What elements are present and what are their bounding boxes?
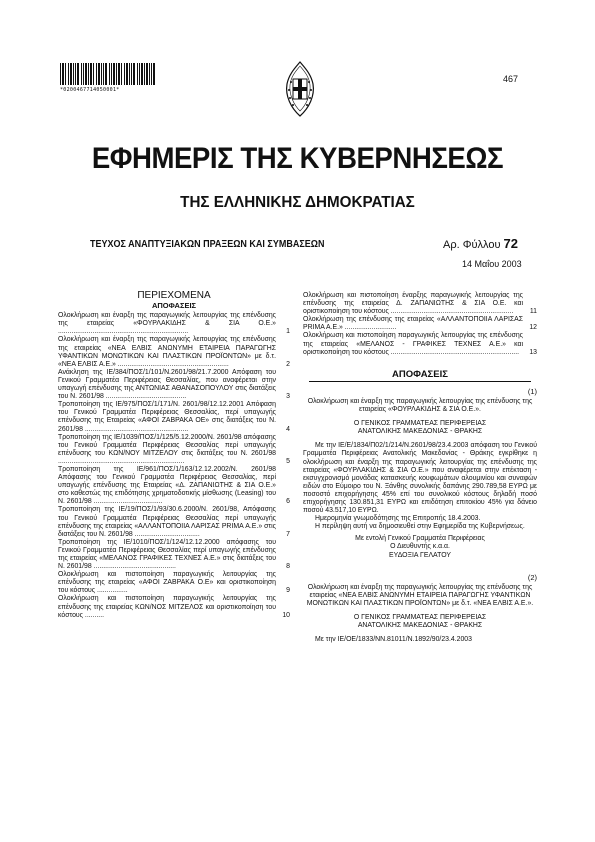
contents-entry-text: Ολοκλήρωση και πιστοποίηση παραγωγικής λειτουργίας της επένδυσης της εταιρείας ΚΩΝ/ΝΟΣ ΜΙΤΖΕΛΟΣ και οριστικοποίηση του κόστους ..........	[58, 595, 276, 619]
decision-title: Ολοκλήρωση και έναρξη της παραγωγικής λειτουργίας της επένδυσης της εταιρείας «ΝΕΑ ΕΛΒΙΣ ΑΝΩΝΥΜΗ ΕΤΑΙΡΕΙΑ ΠΑΡΑΓΩΓΗΣ ΥΦΑΝΤΙΚΩΝ ΜΟΝΩΤΙΚΩΝ ΚΑΙ ΠΛΑΣΤΙΚΩΝ ΠΡΟΪΟΝΤΩΝ» με δ.τ. «ΝΕΑ ΕΛΒΙΣ Α.Ε.».	[306, 583, 534, 607]
gazette-subtitle: ΤΗΣ ΕΛΛΗΝΙΚΗΣ ΔΗΜΟΚΡΑΤΙΑΣ	[180, 194, 415, 211]
contents-entry[interactable]	[58, 434, 290, 466]
contents-entry[interactable]	[303, 292, 537, 316]
decision-body: Με την ΙΕ/ΟΕ/1833/ΝΝ.81011/Ν.1892/90/23.4.2003	[315, 636, 472, 644]
contents-entry-text: Τροποποίηση της ΙΕ/975/ΠΟΣ/1/171/Ν. 2601/98/12.12.2001 Απόφαση του Γενικού Γραμματέα Περιφέρειας Θεσσαλίας, περί υπαγωγής επένδυσης της Εταιρείας «ΑΦΟΙ ΖΑΒΡΑΚΑ ΟΕ» στις διατάξεις του Ν. 2601/98 ......................................................	[58, 401, 276, 433]
contents-entry-text: Ολοκλήρωση και πιστοποίηση παραγωγικής λειτουργίας της επένδυσης της εταιρείας «ΑΦΟΙ ΖΑΒΡΑΚΑ Ο.Ε» και οριστικοποίηση του κόστους ................	[58, 571, 276, 595]
contents-entry-page: 12	[529, 324, 537, 332]
barcode-image	[60, 63, 155, 85]
decisions-divider	[309, 381, 531, 382]
authority-line: ΑΝΑΤΟΛΙΚΗΣ ΜΑΚΕΔΟΝΙΑΣ - ΘΡΑΚΗΣ	[357, 622, 483, 630]
authority-line: Ο ΓΕΝΙΚΟΣ ΓΡΑΜΜΑΤΕΑΣ ΠΕΡΙΦΕΡΕΙΑΣ	[353, 420, 487, 428]
contents-entry-text: Ολοκλήρωση και έναρξη της παραγωγικής λειτουργίας της επένδυσης της εταιρείας «ΝΕΑ ΕΛΒΙΣ ΑΝΩΝΥΜΗ ΕΤΑΙΡΕΙΑ ΠΑΡΑΓΩΓΗΣ ΥΦΑΝΤΙΚΩΝ ΜΟΝΩΤΙΚΩΝ ΚΑΙ ΠΛΑΣΤΙΚΩΝ ΠΡΟΪΟΝΤΩΝ» με δ.τ. «ΝΕΑ ΕΛΒΙΣ Α.Ε.» ..........................................................	[58, 336, 276, 368]
signature-line: ΕΥΔΟΞΙΑ ΓΕΛΑΤΟΥ	[389, 551, 451, 559]
contents-entry-page: 1	[286, 328, 290, 336]
contents-entry-page: 5	[286, 457, 290, 465]
contents-entry-text: Ολοκλήρωση και πιστοποίηση παραγωγικής λειτουργίας της επένδυσης της εταιρείας «ΜΕΛΑΝΟΣ - ΓΡΑΦΙΚΕΣ ΤΕΧΝΕΣ Α.Ε.» και οριστικοποίηση του κόστους ...................................................................	[303, 332, 523, 356]
contents-entry-page: 9	[286, 587, 290, 595]
contents-entry[interactable]	[58, 401, 290, 433]
issue-label: Αρ. Φύλλου	[443, 239, 501, 251]
decision-authority	[303, 614, 537, 630]
contents-entry-text: Ολοκλήρωση και πιστοποίηση έναρξης παραγωγικής λειτουργίας της επένδυσης της εταιρείας Δ. ΖΑΠΑΝΙΩΤΗΣ & ΣΙΑ Ο.Ε. και οριστικοποίηση του κόστους ................................................................	[303, 292, 523, 316]
signature-line: Ο Διευθυντής κ.α.α.	[390, 543, 450, 551]
contents-entry[interactable]	[303, 316, 537, 332]
contents-entry[interactable]	[58, 595, 290, 619]
contents-entry-text: Τροποποίηση της ΙΕ/1010/ΠΟΣ/1/124/12.12.2000 απόφασης του Γενικού Γραμματέα Περιφέρειας Θεσσαλίας περί υπαγωγής επένδυσης της εταιρείας «ΜΕΛΑΝΟΣ ΓΡΑΦΙΚΕΣ ΤΕΧΝΕΣ Α.Ε.» στις διατάξεις του Ν. 2601/98 ...........................................	[58, 538, 276, 571]
contents-entry-text: Τροποποίηση της ΙΕ/19/ΠΟΣ/1/93/30.6.2000/Ν. 2601/98, Απόφασης του Γενικού Γραμματέα Περιφέρειας Θεσσαλίας περί υπαγωγής επένδυσης της εταιρείας «ΑΛΛΑΝΤΟΠΟΙΙΑ ΛΑΡΙΣΑΣ PRIMA Α.Ε.» στις διατάξεις του Ν. 2601/98 ..................................	[58, 506, 276, 538]
contents-entry-page: 2	[286, 360, 290, 368]
contents-entry-page: 4	[286, 425, 290, 433]
contents-entry-page: 3	[286, 393, 290, 401]
contents-entry-page: 10	[282, 611, 290, 619]
decision-body: Ημερομηνία γνωμοδότησης της Επιτροπής 18.4.2003.	[315, 515, 481, 523]
decision-title: Ολοκλήρωση και έναρξη της παραγωγικής λειτουργίας της επένδυσης της εταιρείας «ΦΟΥΡΛΑΚΙΔΗΣ & ΣΙΑ Ο.Ε.».	[307, 397, 533, 414]
contents-entry[interactable]	[58, 312, 290, 336]
contents-entry-text: Ολοκλήρωση της επένδυσης της εταιρείας «ΑΛΛΑΝΤΟΠΟΙΙΑ ΛΑΡΙΣΑΣ PRIMA A.E.» ...........................	[303, 316, 523, 332]
contents-subheading: ΑΠΟΦΑΣΕΙΣ	[151, 301, 197, 311]
contents-column-left	[58, 292, 290, 620]
authority-line: Ο ΓΕΝΙΚΟΣ ΓΡΑΜΜΑΤΕΑΣ ΠΕΡΙΦΕΡΕΙΑΣ	[353, 614, 487, 621]
issue-number-value: 72	[503, 236, 518, 251]
decision-body: Η περίληψη αυτή να δημοσιευθεί στην Εφημερίδα της Κυβερνήσεως.	[315, 523, 525, 531]
decision-number: (1)	[527, 386, 537, 396]
contents-entry-text: Τροποποίηση της ΙΕ/1039/ΠΟΣ/1/125/5.12.2000/Ν. 2601/98 απόφασης του Γενικού Γραμματέα Περιφέρειας Θεσσαλίας περί υπαγωγής επένδυσης του ΚΩΝ/ΝΟΥ ΜΙΤΖΕΛΟΥ στις διατάξεις του Ν. 2601/98 ..................................................................	[58, 433, 276, 465]
issue-type: ΤΕΥΧΟΣ ΑΝΑΠΤΥΞΙΑΚΩΝ ΠΡΑΞΕΩΝ ΚΑΙ ΣΥΜΒΑΣΕΩΝ	[90, 239, 325, 250]
contents-entry[interactable]	[303, 332, 537, 356]
contents-entry-page: 7	[286, 530, 290, 538]
contents-entry[interactable]	[58, 506, 290, 538]
contents-heading: ΠΕΡΙΕΧΟΜΕΝΑ	[137, 290, 211, 301]
issue-number	[443, 236, 518, 251]
decisions-heading: ΑΠΟΦΑΣΕΙΣ	[392, 368, 448, 380]
decision-number: (2)	[527, 572, 537, 582]
gazette-title: ΕΦΗΜΕΡΙΣ ΤΗΣ ΚΥΒΕΡΝΗΣΕΩΣ	[91, 142, 504, 175]
contents-entry-page: 6	[286, 498, 290, 506]
barcode-text: *0200467714050001*	[60, 87, 120, 93]
contents-entry[interactable]	[58, 539, 290, 571]
signature-line: Με εντολή Γενικού Γραμματέα Περιφέρειας	[355, 535, 485, 543]
contents-entry-text: Ολοκλήρωση και έναρξη της παραγωγικής λειτουργίας της επένδυσης της εταιρείας «ΦΟΥΡΛΑΚΙΔΗΣ & ΣΙΑ Ο.Ε.» ....................................................................	[58, 312, 276, 336]
contents-entry-text: Ανάκληση της ΙΕ/384/ΠΟΣ/1/101/Ν.2601/98/21.7.2000 Απόφαση του Γενικού Γραμματέα Περιφέρειας Θεσσαλίας, που αναφέρεται στην υπαγωγή επένδυσης της ΑΝΤΩΝΙΑΣ ΑΘΑΝΑΣΟΠΟΥΛΟΥ στις διατάξεις του Ν. 2601/98 ..........................................	[58, 368, 276, 401]
contents-entry[interactable]	[58, 336, 290, 368]
contents-column-right	[303, 292, 537, 644]
contents-entry-text: Τροποποίηση της ΙΕ/961/ΠΟΣ/1/163/12.12.2002/Ν. 2601/98 Απόφασης του Γενικού Γραμματέα Περιφέρειας Θεσσαλίας, περί υπαγωγής επένδυσης της Εταιρείας «Δ. ΖΑΠΑΝΙΩΤΗΣ & ΣΙΑ Ο.Ε.» στο καθεστώς της επιδότησης χρηματοδοτικής μίσθωσης (Leasing) του Ν. 2601/98 ....................................	[58, 465, 276, 506]
page-number: 467	[502, 74, 518, 84]
contents-entry[interactable]	[58, 466, 290, 506]
decision-signature	[303, 535, 537, 559]
contents-entry[interactable]	[58, 571, 290, 595]
issue-date: 14 Μαΐου 2003	[462, 259, 522, 269]
authority-line: ΑΝΑΤΟΛΙΚΗΣ ΜΑΚΕΔΟΝΙΑΣ - ΘΡΑΚΗΣ	[357, 428, 483, 436]
contents-entry-page: 11	[529, 308, 537, 316]
contents-entry-page: 13	[529, 348, 537, 356]
decision-body: Με την ΙΕ/Ε/1834/Π02/1/214/Ν.2601/98/23.4.2003 απόφαση του Γενικού Γραμματέα Περιφέρειας Ανατολικής Μακεδονίας - Θράκης εγκρίθηκε η ολοκλήρωση και έναρξη της παραγωγικής λειτουργίας της επένδυσης της εταιρείας «ΦΟΥΡΛΑΚΙΔΗΣ & ΣΙΑ Ο.Ε.» που αναφέρεται στην επέκταση - εκσυγχρονισμό μονάδας κατασκευής κουφωμάτων αλουμινίου και συναφών ειδών στο Εύμοιρο του Ν. Ξάνθης συνολικής δαπάνης 290.789,58 ΕΥΡΩ με ποσοστό επιχορήγησης 45% επί του συνολικού κόστους δηλαδή ποσό επιχορήγησης 130.851,31 ΕΥΡΩ και επιδότηση επιτοκίου 45% για δάνειο ποσού 43.517,10 ΕΥΡΩ.	[303, 442, 537, 515]
greek-coat-of-arms-icon	[281, 60, 319, 118]
contents-entry[interactable]	[58, 369, 290, 401]
contents-entry-page: 8	[286, 563, 290, 571]
decision-authority	[303, 420, 537, 436]
